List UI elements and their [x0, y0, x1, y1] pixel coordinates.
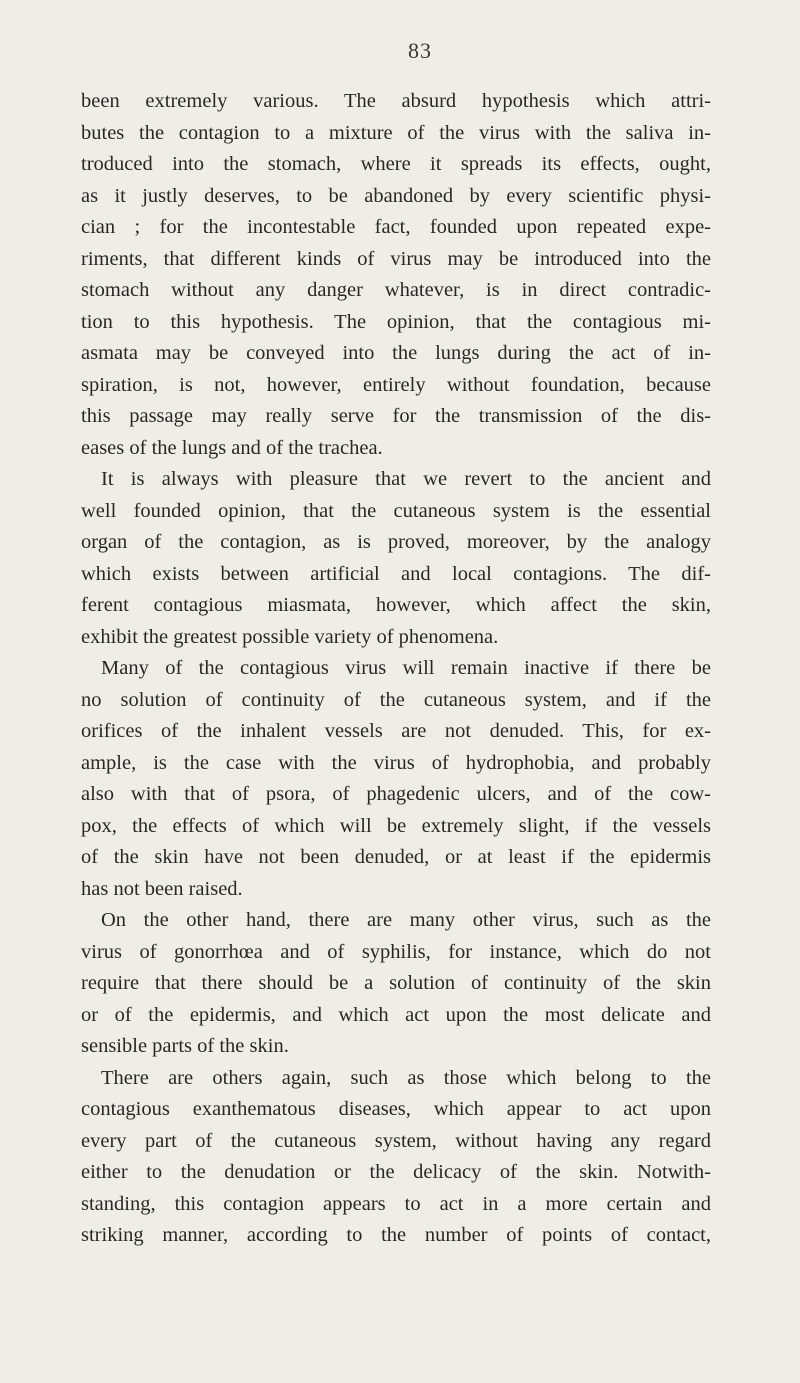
text-line: There are others again, such as those which belong to the — [101, 1066, 711, 1089]
text-line: require that there should be a solution of continuity of the skin — [81, 972, 711, 994]
text-line: been extremely various. The absurd hypothesis which attri- — [81, 90, 711, 112]
text-line: ample, is the case with the virus of hydrophobia, and probably — [81, 751, 711, 774]
text-line: exhibit the greatest possible variety of phenomena. — [81, 625, 499, 648]
text-line: orifices of the inhalent vessels are not denuded. This, for ex- — [81, 720, 711, 742]
text-line: cian ; for the incontestable fact, founded upon repeated expe- — [81, 216, 711, 238]
text-line: or of the epidermis, and which act upon the most delicate and — [81, 1003, 711, 1026]
text-line: organ of the contagion, as is proved, moreover, by the analogy — [81, 531, 711, 553]
text-line: also with that of psora, of phagedenic ulcers, and of the cow- — [81, 783, 711, 805]
text-line: It is always with pleasure that we revert to the ancient and — [101, 468, 711, 490]
page-number: 83 — [408, 38, 432, 63]
text-line: stomach without any danger whatever, is in direct contradic- — [81, 279, 711, 301]
text-line: pox, the effects of which will be extremely slight, if the vessels — [81, 814, 711, 837]
text-line: striking manner, according to the number of points of contact, — [81, 1224, 711, 1246]
text-line: of the skin have not been denuded, or at least if the epidermis — [81, 846, 711, 868]
body-text — [81, 86, 711, 1252]
text-line: tion to this hypothesis. The opinion, that the contagious mi- — [81, 310, 711, 333]
text-line: butes the contagion to a mixture of the virus with the saliva in- — [81, 121, 711, 144]
text-line: well founded opinion, that the cutaneous system is the essential — [81, 499, 711, 522]
text-line: riments, that different kinds of virus may be introduced into the — [81, 247, 711, 270]
text-line: contagious exanthematous diseases, which appear to act upon — [81, 1098, 711, 1120]
text-line: this passage may really serve for the transmission of the dis- — [81, 405, 711, 427]
text-line: asmata may be conveyed into the lungs during the act of in- — [81, 342, 711, 364]
text-line: Many of the contagious virus will remain inactive if there be — [101, 657, 711, 679]
text-line: troduced into the stomach, where it spreads its effects, ought, — [81, 153, 711, 175]
text-line: either to the denudation or the delicacy of the skin. Notwith- — [81, 1161, 711, 1183]
text-line: every part of the cutaneous system, without having any regard — [81, 1129, 711, 1152]
text-line: eases of the lungs and of the trachea. — [81, 436, 383, 459]
text-line: spiration, is not, however, entirely without foundation, because — [81, 373, 711, 396]
text-line: standing, this contagion appears to act in a more certain and — [81, 1192, 711, 1215]
text-line: sensible parts of the skin. — [81, 1035, 289, 1057]
text-line: no solution of continuity of the cutaneous system, and if the — [81, 688, 711, 711]
text-line: virus of gonorrhœa and of syphilis, for instance, which do not — [81, 940, 711, 963]
text-line: which exists between artificial and local contagions. The dif- — [81, 562, 711, 585]
text-line: as it justly deserves, to be abandoned by every scientific physi- — [81, 184, 711, 207]
text-line: ferent contagious miasmata, however, which affect the skin, — [81, 594, 711, 616]
text-line: On the other hand, there are many other virus, such as the — [101, 909, 711, 931]
text-line: has not been raised. — [81, 877, 243, 900]
